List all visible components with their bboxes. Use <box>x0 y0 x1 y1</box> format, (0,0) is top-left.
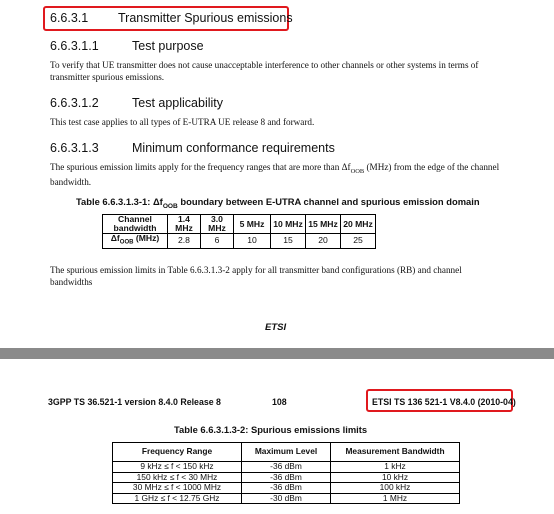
table-cell: -36 dBm <box>242 462 331 473</box>
table-cell: 6 <box>201 234 234 249</box>
table2-caption: Table 6.6.3.1.3-2: Spurious emissions limits <box>174 424 368 435</box>
purpose-text: To verify that UE transmitter does not cause unacceptable interference to other channels or other systems in terms of transmitter spurious emissions. <box>50 60 479 82</box>
table-row <box>113 472 460 483</box>
table-header-cell: Measurement Bandwidth <box>331 443 460 462</box>
section-number: 6.6.3.1 <box>50 11 89 25</box>
page2-header-left: 3GPP TS 36.521-1 version 8.4.0 Release 8 <box>48 397 221 407</box>
table-cell: -30 dBm <box>242 493 331 504</box>
table-cell: -36 dBm <box>242 483 331 494</box>
subsection-title: Minimum conformance requirements <box>132 141 335 155</box>
table-row <box>113 483 460 494</box>
table-header-cell: 5 MHz <box>234 215 271 234</box>
oob-boundary-table <box>102 214 376 249</box>
table-cell: 20 <box>306 234 341 249</box>
table-cell: 30 MHz ≤ f < 1000 MHz <box>113 483 242 494</box>
page2-header-page-number: 108 <box>272 397 287 407</box>
table-cell: 10 kHz <box>331 472 460 483</box>
table-header-cell: Frequency Range <box>113 443 242 462</box>
table-cell: 15 <box>271 234 306 249</box>
table1-caption: Table 6.6.3.1.3-1: $\Delta f_{OOB}$ boundary between E-UTRA channel and spurious emission domain <box>76 196 480 210</box>
table-cell: 150 kHz ≤ f < 30 MHz <box>113 472 242 483</box>
table-cell: 2.8 <box>168 234 201 249</box>
subsection-title: Test purpose <box>132 39 204 53</box>
table-cell: 1 GHz ≤ f < 12.75 GHz <box>113 493 242 504</box>
table-header-cell: Maximum Level <box>242 443 331 462</box>
table-cell: 25 <box>341 234 376 249</box>
spurious-emissions-limits-table <box>112 442 460 504</box>
table-row <box>113 493 460 504</box>
table-cell: -36 dBm <box>242 472 331 483</box>
subsection-heading-requirements <box>50 141 390 157</box>
table-cell: 1 MHz <box>331 493 460 504</box>
subsection-heading-applicability <box>50 96 350 112</box>
page-break-divider <box>0 348 554 359</box>
table-cell: 1 kHz <box>331 462 460 473</box>
table-row-label: $\Delta f_{OOB}$ (MHz) <box>103 234 168 249</box>
table-header-cell: 10 MHz <box>271 215 306 234</box>
table-cell: 100 kHz <box>331 483 460 494</box>
section-heading-main <box>50 11 293 27</box>
subsection-heading-purpose <box>50 39 350 55</box>
table-cell: 9 kHz ≤ f < 150 kHz <box>113 462 242 473</box>
spurious-limits-text: The spurious emission limits in Table 6.6.3.1.3-2 apply for all transmitter band configurations (RB) and channel bandwidths <box>50 265 462 287</box>
table-header-cell: 3.0 MHz <box>201 215 234 234</box>
applicability-text: This test case applies to all types of E-UTRA UE release 8 and forward. <box>50 117 315 127</box>
section-title: Transmitter Spurious emissions <box>118 11 293 25</box>
table-header-cell: 15 MHz <box>306 215 341 234</box>
table-header-cell: 1.4 MHz <box>168 215 201 234</box>
table-row <box>113 462 460 473</box>
subsection-number: 6.6.3.1.2 <box>50 96 99 110</box>
requirements-text: The spurious emission limits apply for the frequency ranges that are more than $\Delta f_{OOB}$ (MHz) from the edge of the channel bandwidth. <box>50 162 500 188</box>
footer-org: ETSI <box>265 322 287 333</box>
subsection-title: Test applicability <box>132 96 224 110</box>
table-header-cell: 20 MHz <box>341 215 376 234</box>
subsection-number: 6.6.3.1.1 <box>50 39 99 53</box>
subsection-number: 6.6.3.1.3 <box>50 141 99 155</box>
table-cell: 10 <box>234 234 271 249</box>
page2-header-right: ETSI TS 136 521-1 V8.4.0 (2010-04) <box>372 397 516 407</box>
table-header-cell: Channel bandwidth <box>103 215 168 234</box>
